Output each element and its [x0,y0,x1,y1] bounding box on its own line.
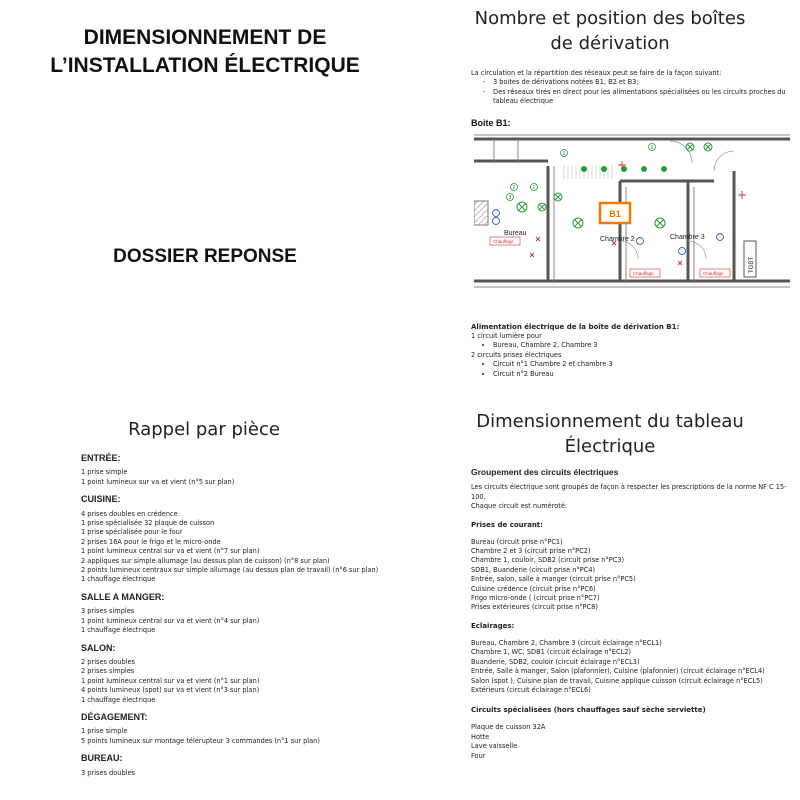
cover-page [0,0,400,400]
circuit-item: Cuisine crédence (circuit prise n°PC6) [471,584,596,593]
circuit-item: Buanderie, SDB2, couloir (circuit éclairage n°ECL3) [471,657,640,666]
rooms-recap-page [0,400,400,800]
circuit-item: Prises extérieures (circuit prise n°PC8) [471,603,598,612]
panel-sizing-page [400,400,800,800]
b1-label: B1 [609,209,621,219]
circuit-item: Hotte [471,732,490,741]
room-item: 2 prises 16A pour le frigo et le micro-onde [81,537,221,546]
room-chambre-2: Chambre 2 [600,236,635,243]
room-bureau: Bureau [504,230,527,237]
circuit-item: Chambre 1, WC, SDB1 (circuit éclairage n°ECL2) [471,648,632,657]
circuit-item: Frigo micro-onde ( (circuit prise n°PC7) [471,594,600,603]
box-label: Boite B1: [471,118,511,128]
svg-text:3: 3 [508,195,512,201]
svg-text:1: 1 [532,185,536,191]
svg-text:3: 3 [562,151,566,157]
room-item: 2 appliques sur simple allumage (au dessus plan de cuisson) (n°8 sur plan) [81,556,330,565]
eclairages-title: Eclairages: [471,621,515,630]
svg-text:3: 3 [650,145,654,151]
room-name: DÉGAGEMENT: [81,711,148,722]
room-chambre-3: Chambre 3 [670,234,705,241]
list-item: - Des réseaux tirés en direct pour les alimentations spécialisées ou les circuits proches du tableau électrique [493,88,791,107]
room-item: 2 points lumineux centraux sur simple allumage (au dessus plan de travail) (n°6 sur plan) [81,566,379,575]
room-item: 2 prises doubles [81,657,135,666]
group-text-2: Chaque circuit est numéroté: [471,502,568,511]
room-item: 2 prises simples [81,667,135,676]
title-line-2: L’INSTALLATION ÉLECTRIQUE [50,54,360,77]
prises-title: Prises de courant: [471,520,543,529]
page-heading [440,6,780,56]
chauffage-label: Chauffage [493,239,514,244]
heading-line-2: de dérivation [550,33,670,54]
floor-plan [474,131,790,301]
alim-title: Alimentation électrique de la boîte de dérivation B1: [471,323,680,331]
alim-line: • Circuit n°2 Bureau [493,370,791,379]
room-item: 1 chauffage électrique [81,695,156,704]
document-title [0,24,400,80]
alim-line: • Circuit n°1 Chambre 2 et chambre 3 [493,360,791,369]
junction-boxes-page [400,0,800,400]
circuit-item: Four [471,751,486,760]
room-item: 1 chauffage électrique [81,575,156,584]
circuit-item: Bureau (circuit prise n°PC1) [471,537,563,546]
chauffage-label: Chauffage [703,271,724,276]
room-item: 3 prises doubles [81,768,135,777]
svg-text:2: 2 [512,185,516,191]
heading-line-2: Électrique [564,436,656,457]
group-text: Les circuits électrique sont groupés de façon à respecter les prescriptions de la norme NF C 15-100. [471,483,787,501]
dossier-reponse: DOSSIER REPONSE [113,246,297,267]
circuit-item: Bureau, Chambre 2, Chambre 3 (circuit éclairage n°ECL1) [471,638,662,647]
circuit-item: Chambre 1, couloir, SDB2 (circuit prise n°PC3) [471,556,625,565]
circuit-item: Lave vaisselle [471,742,518,751]
room-item: 4 points lumineux (spot) sur va et vient (n°3 sur plan) [81,686,260,695]
chauffage-label: Chauffage [633,271,654,276]
room-item: 1 chauffage électrique [81,626,156,635]
room-name: ENTRÉE: [81,453,121,463]
circuit-item: Plaque de cuisson 32A [471,723,546,732]
room-name: CUISINE: [81,494,121,505]
alim-line: 1 circuit lumière pour [471,332,542,340]
list-item: - 3 boites de dérivations notées B1, B2 et B3; [493,78,791,87]
room-item: 1 point lumineux central sur va et vient (n°7 sur plan) [81,547,260,556]
room-item: 1 point lumineux central sur va et vient (n°4 sur plan) [81,616,260,625]
circuit-item: Extérieurs (circuit éclairage n°ECL6) [471,685,591,694]
heading-line-1: Dimensionnement du tableau [476,411,744,432]
alim-line: • Bureau, Chambre 2, Chambre 3 [493,341,791,350]
tgbt-label: TGBT [749,257,755,273]
room-item: 4 prises doubles en crédence [81,509,178,518]
room-item: 5 points lumineux sur montage télérupteur 3 commandes (n°1 sur plan) [81,736,320,745]
room-name: BUREAU: [81,753,123,764]
intro-list [471,78,791,106]
title-line-1: DIMENSIONNEMENT DE [83,26,327,49]
spec-title: Circuits spécialisées (hors chauffages sauf sèche serviette) [471,706,706,715]
alim-block [471,322,791,379]
rooms-list [81,446,381,778]
room-item: 1 prise simple [81,727,128,736]
room-item: 1 point lumineux central sur va et vient (n°1 sur plan) [81,676,260,685]
alim-line: 2 circuits prises électriques [471,350,562,359]
room-item: 3 prises simples [81,607,135,616]
intro-text: La circulation et la répartition des réseaux peut se faire de la façon suivant: [471,69,722,77]
circuit-item: Entrée, salon, salle à manger (circuit prise n°PC5) [471,575,636,584]
page-heading: Rappel par pièce [128,419,280,440]
intro-block [471,69,791,107]
room-item: 1 prise simple [81,468,128,477]
circuit-item: Chambre 2 et 3 (circuit prise n°PC2) [471,547,591,556]
group-title: Groupement des circuits électriques [471,467,619,477]
circuit-item: SDB1, Buanderie (circuit prise n°PC4) [471,565,596,574]
room-item: 1 point lumineux sur va et vient (n°5 sur plan) [81,477,235,486]
circuits-block [471,468,793,761]
room-item: 1 prise spécialisée pour le four [81,528,183,537]
circuit-item: Entrée, Salle à manger, Salon (plafonnier), Cuisine (plafonnier) (circuit éclairage n°ECL4) [471,667,765,676]
circuit-item: Salon (spot ), Cuisine plan de travail, Cuisine applique cuisson (circuit éclairage n°ECL5) [471,676,763,685]
page-heading [440,409,780,459]
room-item: 1 prise spécialisée 32 plaque de cuisson [81,519,215,528]
room-name: SALLE A MANGER: [81,591,165,602]
heading-line-1: Nombre et position des boîtes [474,8,746,29]
room-name: SALON: [81,642,116,653]
